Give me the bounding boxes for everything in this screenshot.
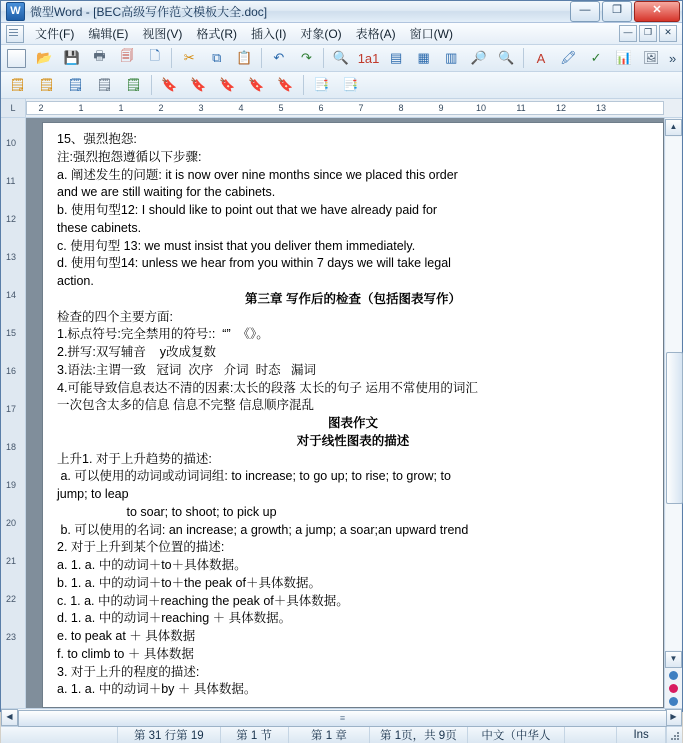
vertical-scroll-thumb[interactable] — [666, 352, 683, 504]
menu-edit[interactable]: 编辑(E) — [88, 27, 129, 41]
document-icon — [6, 25, 24, 43]
menu-bar — [1, 23, 682, 45]
ruler-tick: 3 — [198, 103, 204, 113]
vruler-tick: 23 — [6, 632, 17, 642]
doc-line: these cabinets. — [57, 220, 142, 235]
numbering-icon[interactable]: 1a1 — [357, 50, 380, 66]
doc-heading: 第三章 写作后的检查（包括图表写作） — [245, 291, 461, 306]
doc-line: d. 1. a. 中的动词＋reaching ＋ 具体数据。 — [57, 611, 292, 626]
bookmark-orange-icon[interactable]: 🔖 — [190, 77, 207, 92]
status-bar — [1, 726, 682, 743]
doc-copy-icon[interactable]: 🗒 — [96, 77, 113, 92]
page-layout-icon[interactable]: ▦ — [417, 50, 430, 65]
menu-file[interactable]: 文件(F) — [35, 27, 75, 41]
chart-icon[interactable]: 📊 — [615, 50, 632, 65]
menu-window[interactable]: 窗口(W) — [409, 27, 453, 41]
status-chapter: 第 1 章 — [289, 727, 370, 743]
doc-heading: 对于线性图表的描述 — [296, 433, 410, 448]
ruler-tick: 8 — [398, 103, 404, 113]
doc-line: b. 可以使用的名词: an increase; a growth; a jump; a soar;an upward trend — [57, 522, 469, 537]
ruler-tick: 6 — [318, 103, 324, 113]
document-window-controls — [619, 25, 679, 42]
toolbar-separator — [151, 75, 152, 95]
ruler-tick: 10 — [475, 103, 487, 113]
status-cursor-position: 第 31 行第 19 — [118, 727, 220, 743]
zoom-in-icon[interactable]: 🔎 — [470, 50, 487, 65]
scroll-right-button[interactable]: ▶ — [665, 709, 682, 726]
doc-line: 15、强烈抱怨: — [57, 132, 137, 146]
doc-restore-button[interactable]: ❐ — [639, 25, 657, 42]
undo-arrow-icon[interactable]: ↶ — [273, 50, 285, 65]
doc-open-icon[interactable]: 🗒 — [38, 77, 55, 92]
vruler-tick: 15 — [6, 328, 17, 338]
doc-heading: 图表作文 — [327, 416, 378, 430]
scroll-down-button[interactable]: ▼ — [665, 651, 682, 668]
form-icon[interactable]: 📑 — [313, 77, 330, 92]
previous-page-icon[interactable] — [669, 671, 678, 680]
ruler-tick: 1 — [78, 103, 84, 113]
bookmark-red-icon[interactable]: 🔖 — [161, 77, 178, 92]
picture-icon[interactable]: 🖼 — [643, 50, 660, 65]
vruler-tick: 14 — [6, 290, 17, 300]
document-page[interactable] — [42, 122, 664, 708]
menu-table[interactable]: 表格(A) — [355, 27, 396, 41]
status-blank — [565, 727, 617, 743]
paste-icon[interactable]: 📋 — [236, 50, 253, 65]
print-icon[interactable]: 🖶 — [93, 48, 106, 63]
vruler-tick: 16 — [6, 366, 17, 376]
close-button[interactable]: ✕ — [634, 1, 680, 22]
highlight-icon[interactable]: 🖍 — [560, 50, 577, 65]
doc-line: 上升1. 对于上升趋势的描述: — [57, 451, 212, 466]
window-title: 微型Word - [BEC高级写作范文模板大全.doc] — [30, 5, 268, 19]
ruler-tick: 7 — [358, 103, 364, 113]
bookmark-green-icon[interactable]: 🔖 — [219, 77, 236, 92]
doc-line: c. 1. a. 中的动词＋reaching the peak of＋具体数据。 — [57, 593, 349, 608]
document-canvas[interactable] — [26, 118, 664, 708]
horizontal-scroll-track[interactable] — [18, 710, 665, 725]
copy-icon[interactable]: ⧉ — [212, 50, 222, 65]
bookmark-purple-icon[interactable]: 🔖 — [277, 77, 294, 92]
bookmark-blue-icon[interactable]: 🔖 — [248, 77, 265, 92]
scroll-up-button[interactable]: ▲ — [665, 119, 682, 136]
doc-edit-icon[interactable]: 🗒 — [9, 77, 26, 92]
doc-line: a. 1. a. 中的动词＋to＋具体数据。 — [57, 558, 247, 572]
resize-grip-icon[interactable] — [667, 727, 682, 743]
insert-object-icon[interactable]: ▤ — [389, 50, 403, 65]
scroll-thumb-grip-icon: ≡ — [339, 713, 346, 723]
horizontal-ruler[interactable] — [26, 101, 664, 115]
doc-line: b. 1. a. 中的动词＋to＋the peak of＋具体数据。 — [57, 575, 321, 590]
vertical-ruler[interactable] — [1, 118, 26, 708]
doc-line: and we are still waiting for the cabinets. — [57, 185, 276, 200]
ruler-tick: 9 — [438, 103, 444, 113]
status-page-info: 第 1页，共 9页 — [370, 727, 468, 743]
word-app-icon: W — [6, 2, 25, 21]
scroll-left-button[interactable]: ◀ — [1, 709, 18, 726]
doc-line: d. 使用句型14: unless we hear from you within 7 days we will take legal — [57, 256, 451, 271]
find-icon[interactable]: 🔍 — [332, 50, 350, 65]
vruler-tick: 13 — [6, 252, 17, 262]
status-section: 第 1 节 — [221, 727, 289, 743]
horizontal-scroll-thumb[interactable] — [18, 710, 667, 727]
next-page-icon[interactable] — [669, 697, 678, 706]
status-overtype-mode: Ins — [617, 727, 666, 743]
doc-line: f. to climb to ＋ 具体数据 — [57, 646, 194, 661]
font-color-icon[interactable]: A — [536, 50, 546, 66]
window-controls — [570, 1, 680, 22]
ruler-tick: 1 — [118, 103, 124, 113]
vruler-tick: 20 — [6, 518, 17, 528]
columns-icon[interactable]: ▥ — [445, 50, 458, 65]
toolbar-separator — [261, 48, 262, 68]
doc-minimize-button[interactable]: — — [619, 25, 637, 42]
ruler-corner[interactable]: L — [1, 99, 26, 117]
doc-line: action. — [57, 274, 94, 288]
vruler-tick: 21 — [6, 556, 17, 566]
doc-line: a. 可以使用的动词或动词词组: to increase; to go up; to rise; to grow; to — [57, 469, 451, 484]
minimize-button[interactable]: — — [570, 1, 600, 22]
ruler-tick: 12 — [555, 103, 567, 113]
vruler-tick: 12 — [6, 214, 17, 224]
horizontal-scrollbar[interactable] — [1, 708, 682, 726]
doc-line: c. 使用句型 13: we must insist that you deliver them immediately. — [57, 238, 416, 253]
ruler-tick: 13 — [595, 103, 607, 113]
vruler-tick: 10 — [6, 138, 17, 148]
doc-line: 4.可能导致信息表达不清的因素:太长的段落 太长的句子 运用不常使用的词汇 — [57, 380, 478, 395]
doc-line: 1.标点符号:完全禁用的符号:: “” 《》。 — [57, 327, 269, 342]
doc-line: 检查的四个主要方面: — [57, 309, 173, 324]
doc-line: 3. 对于上升的程度的描述: — [57, 664, 200, 679]
doc-line: 一次包含太多的信息 信息不完整 信息顺序混乱 — [57, 398, 314, 413]
cut-icon[interactable]: ✂ — [183, 50, 195, 65]
ruler-tick: 11 — [516, 103, 526, 113]
page-setup-icon[interactable]: 🗋 — [149, 48, 160, 63]
status-empty-left — [1, 727, 118, 743]
doc-line: a. 1. a. 中的动词＋by ＋ 具体数据。 — [57, 682, 257, 697]
doc-line: 注:强烈抱怨遵循以下步骤: — [57, 149, 202, 164]
vertical-scroll-track[interactable] — [666, 137, 681, 650]
ruler-tick: 5 — [278, 103, 284, 113]
doc-line: 2. 对于上升到某个位置的描述: — [57, 540, 225, 555]
doc-line: jump; to leap — [57, 487, 129, 501]
doc-line: b. 使用句型12: I should like to point out that we have already paid for — [57, 203, 438, 217]
doc-line: e. to peak at ＋ 具体数据 — [57, 629, 196, 643]
vruler-tick: 18 — [6, 442, 17, 452]
vruler-tick: 22 — [6, 594, 17, 604]
form-green-icon[interactable]: 📑 — [342, 77, 359, 92]
ruler-tick: 2 — [38, 103, 44, 113]
redo-arrow-icon[interactable]: ↷ — [300, 50, 312, 65]
save-icon[interactable]: 💾 — [63, 50, 81, 65]
standard-toolbar — [1, 45, 682, 72]
toolbar-separator — [171, 48, 172, 68]
toolbar-separator — [303, 75, 304, 95]
ruler-tick: 4 — [238, 103, 244, 113]
doc-line: 3.语法:主谓一致 冠词 次序 介词 时态 漏词 — [57, 362, 317, 377]
doc-save-icon[interactable]: 🗒 — [67, 77, 84, 92]
new-document-icon[interactable] — [4, 45, 30, 71]
select-browse-object-icon[interactable] — [669, 684, 678, 693]
ruler-tick: 2 — [158, 103, 164, 113]
doc-line: 2.拼写:双写辅音 y改成复数 — [57, 345, 217, 359]
doc-green-icon[interactable]: 🗒 — [125, 77, 142, 92]
horizontal-ruler-bar — [1, 99, 682, 118]
editor-area — [1, 118, 682, 708]
spellcheck-icon[interactable]: ✓ — [590, 50, 602, 65]
toolbar-separator — [523, 48, 524, 68]
vruler-tick: 11 — [6, 176, 16, 186]
menu-view[interactable]: 视图(V) — [142, 27, 183, 41]
doc-close-button[interactable]: ✕ — [659, 25, 677, 42]
toolbar-overflow-button[interactable]: » — [668, 50, 677, 66]
doc-line: a. 阐述发生的问题: it is now over nine months since we placed this order — [57, 167, 458, 182]
doc-line: to soar; to shoot; to pick up — [57, 504, 277, 519]
vruler-tick: 19 — [6, 480, 17, 490]
open-folder-icon[interactable]: 📂 — [36, 50, 53, 65]
menu-format[interactable]: 格式(R) — [196, 27, 237, 41]
title-bar — [1, 1, 682, 23]
menu-object[interactable]: 对象(O) — [300, 27, 342, 41]
vertical-scrollbar[interactable] — [664, 118, 682, 708]
toolbar-separator — [323, 48, 324, 68]
secondary-toolbar — [1, 72, 682, 99]
menu-insert[interactable]: 插入(I) — [251, 27, 287, 41]
zoom-out-icon[interactable]: 🔍 — [498, 50, 515, 65]
print-preview-icon[interactable]: 🗐 — [120, 48, 134, 63]
vruler-tick: 17 — [6, 404, 17, 414]
maximize-button[interactable]: ❐ — [602, 1, 632, 22]
status-language: 中文（中华人 — [468, 727, 566, 743]
